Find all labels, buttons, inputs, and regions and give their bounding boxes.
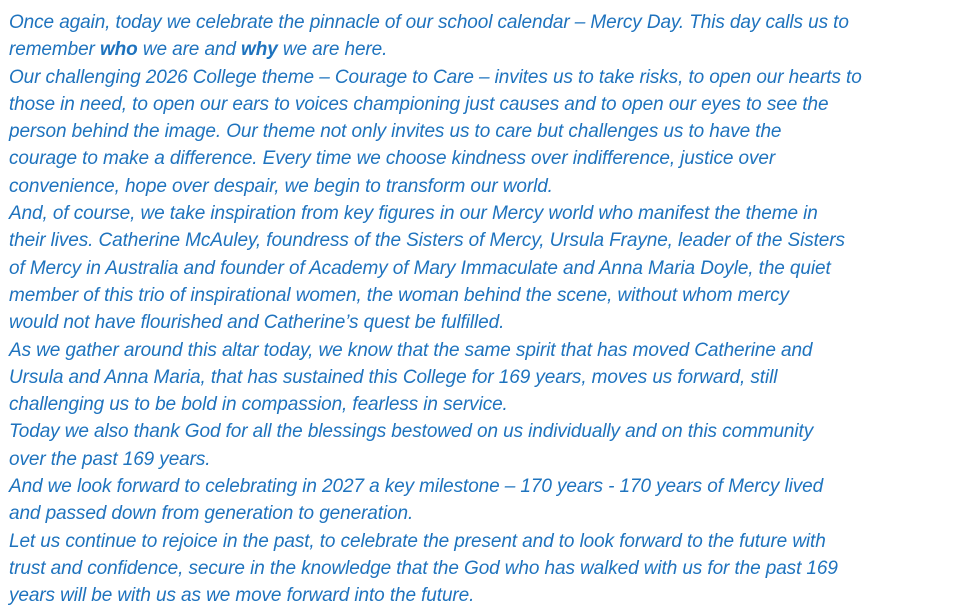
text-line: those in need, to open our ears to voices championing just causes and to open our eyes to see the	[9, 93, 829, 115]
text-line: convenience, hope over despair, we begin to transform our world.	[9, 175, 553, 197]
paragraph-milestone	[9, 473, 949, 528]
text-run: remember	[9, 39, 100, 61]
text-line: over the past 169 years.	[9, 448, 211, 470]
text-run: we are and	[137, 39, 242, 61]
text-line: trust and confidence, secure in the knowledge that the God who has walked with us for the past 169	[9, 557, 838, 579]
paragraph-mercy-day-intro	[9, 9, 949, 64]
text-line: And we look forward to celebrating in 2027 a key milestone – 170 years - 170 years of Mercy lived	[9, 476, 824, 498]
text-line: And, of course, we take inspiration from key figures in our Mercy world who manifest the theme in	[9, 203, 818, 225]
paragraph-thanksgiving	[9, 418, 949, 473]
text-line: Once again, today we celebrate the pinnacle of our school calendar – Mercy Day. This day calls us to	[9, 12, 849, 33]
text-line: challenging us to be bold in compassion, fearless in service.	[9, 394, 508, 416]
text-line: courage to make a difference. Every time we choose kindness over indifference, justice over	[9, 148, 776, 170]
paragraph-key-figures	[9, 200, 949, 336]
text-line: member of this trio of inspirational women, the woman behind the scene, without whom mercy	[9, 284, 789, 306]
text-line	[9, 36, 949, 63]
text-line: Let us continue to rejoice in the past, to celebrate the present and to look forward to the future with	[9, 530, 826, 552]
document-body	[9, 9, 949, 610]
paragraph-altar-gathering	[9, 337, 949, 419]
text-line: would not have flourished and Catherine’s quest be fulfilled.	[9, 312, 505, 334]
text-line: person behind the image. Our theme not only invites us to care but challenges us to have the	[9, 121, 782, 143]
text-run: we are here.	[277, 39, 388, 61]
text-line: Today we also thank God for all the blessings bestowed on us individually and on this community	[9, 421, 814, 443]
paragraph-college-theme	[9, 64, 949, 200]
emphasis-why: why	[241, 39, 278, 61]
text-line: years will be with us as we move forward into the future.	[9, 585, 475, 607]
emphasis-who: who	[99, 39, 138, 61]
text-line: Our challenging 2026 College theme – Courage to Care – invites us to take risks, to open our hearts to	[9, 66, 862, 88]
text-line: Ursula and Anna Maria, that has sustained this College for 169 years, moves us forward, still	[9, 366, 778, 388]
text-line: their lives. Catherine McAuley, foundress of the Sisters of Mercy, Ursula Frayne, leader of the Sisters	[9, 230, 845, 252]
text-line: As we gather around this altar today, we know that the same spirit that has moved Catherine and	[9, 339, 813, 361]
text-line: of Mercy in Australia and founder of Academy of Mary Immaculate and Anna Maria Doyle, the quiet	[9, 257, 831, 279]
paragraph-closing	[9, 528, 949, 610]
text-line: and passed down from generation to generation.	[9, 503, 414, 525]
